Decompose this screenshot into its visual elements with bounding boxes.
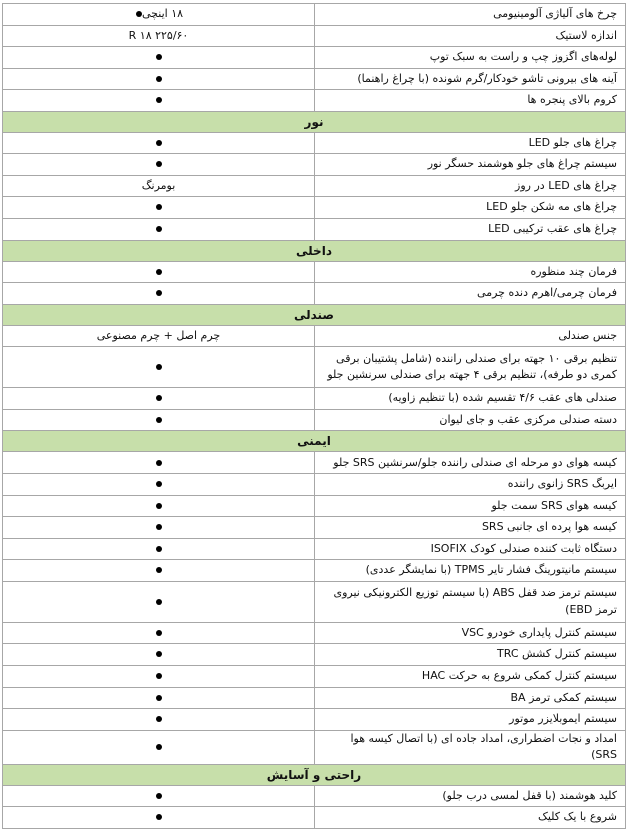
bullet-dot-icon <box>156 204 162 210</box>
feature-label: کیسه هوای SRS سمت جلو <box>315 495 626 517</box>
section-header-row <box>3 111 626 132</box>
bullet-dot-icon <box>156 695 162 701</box>
feature-value <box>3 283 315 305</box>
feature-value <box>3 175 315 197</box>
section-title: داخلی <box>3 240 626 261</box>
feature-value <box>3 665 315 687</box>
feature-label: سیستم کمکی ترمز BA <box>315 687 626 709</box>
section-title: راحتی و آسایش <box>3 764 626 785</box>
spec-row <box>3 644 626 666</box>
bullet-dot-icon <box>156 524 162 530</box>
feature-label: فرمان چند منظوره <box>315 261 626 283</box>
feature-value <box>3 68 315 90</box>
feature-label: جنس صندلی <box>315 325 626 347</box>
bullet-dot-icon <box>156 161 162 167</box>
feature-value <box>3 474 315 496</box>
feature-label: سیستم چراغ های جلو هوشمند حسگر نور <box>315 154 626 176</box>
section-title: نور <box>3 111 626 132</box>
feature-value <box>3 325 315 347</box>
bullet-dot-icon <box>156 290 162 296</box>
bullet-dot-icon <box>156 395 162 401</box>
feature-label: شروع با یک کلیک <box>315 807 626 829</box>
bullet-dot-icon <box>156 76 162 82</box>
bullet-dot-icon <box>156 716 162 722</box>
spec-row <box>3 283 626 305</box>
feature-label: کیسه هوا پرده ای جانبی SRS <box>315 517 626 539</box>
feature-label: اندازه لاستیک <box>315 25 626 47</box>
section-header-row <box>3 431 626 452</box>
feature-value <box>3 409 315 431</box>
feature-value <box>3 644 315 666</box>
feature-label: چراغ های عقب ترکیبی LED <box>315 218 626 240</box>
feature-label: سیستم ترمز ضد قفل ABS (با سیستم توزیع الکترونیکی نیروی ترمز EBD) <box>315 581 626 622</box>
feature-label: کیسه هوای دو مرحله ای صندلی راننده جلو/سرنشین SRS جلو <box>315 452 626 474</box>
feature-label: آینه های بیرونی تاشو خودکار/گرم شونده (با چراغ راهنما) <box>315 68 626 90</box>
feature-value <box>3 452 315 474</box>
feature-value <box>3 47 315 69</box>
feature-value <box>3 90 315 112</box>
feature-value <box>3 538 315 560</box>
spec-row <box>3 218 626 240</box>
feature-value <box>3 154 315 176</box>
feature-value-text: R ۱۸ ۲۲۵/۶۰ <box>128 28 189 42</box>
bullet-dot-icon <box>156 651 162 657</box>
feature-label: کروم بالای پنجره ها <box>315 90 626 112</box>
bullet-dot-icon <box>156 744 162 750</box>
feature-label: سیستم کنترل کشش TRC <box>315 644 626 666</box>
spec-row <box>3 409 626 431</box>
bullet-dot-icon <box>156 97 162 103</box>
spec-row <box>3 495 626 517</box>
spec-row <box>3 785 626 807</box>
feature-label: دسته صندلی مرکزی عقب و جای لیوان <box>315 409 626 431</box>
feature-value-text: چرم اصل + چرم مصنوعی <box>96 328 221 342</box>
feature-value <box>3 581 315 622</box>
spec-row <box>3 175 626 197</box>
feature-label: سیستم مانیتورینگ فشار تایر TPMS (با نمایشگر عددی) <box>315 560 626 582</box>
spec-row <box>3 538 626 560</box>
bullet-dot-icon <box>156 364 162 370</box>
spec-row <box>3 622 626 644</box>
bullet-dot-icon <box>156 630 162 636</box>
feature-value <box>3 4 315 26</box>
feature-value <box>3 197 315 219</box>
feature-label: سیستم کنترل پایداری خودرو VSC <box>315 622 626 644</box>
bullet-dot-icon <box>156 460 162 466</box>
spec-row <box>3 687 626 709</box>
spec-row <box>3 25 626 47</box>
spec-row <box>3 709 626 731</box>
bullet-dot-icon <box>156 793 162 799</box>
feature-value <box>3 517 315 539</box>
spec-row <box>3 347 626 388</box>
spec-row <box>3 474 626 496</box>
feature-value <box>3 785 315 807</box>
bullet-dot-icon <box>156 269 162 275</box>
feature-value <box>3 347 315 388</box>
spec-row <box>3 4 626 26</box>
feature-value <box>3 730 315 764</box>
spec-row <box>3 730 626 764</box>
spec-row <box>3 325 626 347</box>
feature-label: سیستم ایموبلایزر موتور <box>315 709 626 731</box>
feature-value <box>3 709 315 731</box>
spec-row <box>3 581 626 622</box>
feature-label: تنظیم برقی ۱۰ جهته برای صندلی راننده (شامل پشتیبان برقی کمری دو طرفه)، تنظیم برقی ۴ جهته برای صندلی سرنشین جلو <box>315 347 626 388</box>
spec-row <box>3 90 626 112</box>
spec-row <box>3 665 626 687</box>
section-header-row <box>3 240 626 261</box>
spec-row <box>3 47 626 69</box>
spec-row <box>3 197 626 219</box>
bullet-dot-icon <box>156 481 162 487</box>
feature-label: سیستم کنترل کمکی شروع به حرکت HAC <box>315 665 626 687</box>
feature-label: امداد و نجات اضطراری، امداد جاده ای (با اتصال کیسه هوا SRS) <box>315 730 626 764</box>
feature-label: چراغ های مه شکن جلو LED <box>315 197 626 219</box>
spec-row <box>3 132 626 154</box>
feature-value <box>3 687 315 709</box>
bullet-dot-icon <box>156 546 162 552</box>
feature-value <box>3 807 315 829</box>
section-title: صندلی <box>3 304 626 325</box>
feature-label: صندلی های عقب ۴/۶ تقسیم شده (با تنظیم زاویه) <box>315 388 626 410</box>
feature-value <box>3 132 315 154</box>
bullet-dot-icon <box>156 140 162 146</box>
feature-value <box>3 560 315 582</box>
section-title: ایمنی <box>3 431 626 452</box>
spec-row <box>3 154 626 176</box>
bullet-dot-icon <box>156 814 162 820</box>
feature-value <box>3 25 315 47</box>
feature-value <box>3 388 315 410</box>
feature-label: چرخ های آلیاژی آلومینیومی <box>315 4 626 26</box>
bullet-dot-icon <box>156 599 162 605</box>
feature-label: دستگاه ثابت کننده صندلی کودک ISOFIX <box>315 538 626 560</box>
bullet-dot-icon <box>156 54 162 60</box>
spec-row <box>3 261 626 283</box>
spec-row <box>3 452 626 474</box>
feature-label: کلید هوشمند (با قفل لمسی درب جلو) <box>315 785 626 807</box>
spec-row <box>3 560 626 582</box>
spec-row <box>3 517 626 539</box>
feature-label: چراغ های LED در روز <box>315 175 626 197</box>
bullet-dot-icon <box>156 503 162 509</box>
feature-value-text: ۱۸ اینچی <box>141 7 184 21</box>
spec-table <box>2 3 626 829</box>
bullet-dot-icon <box>156 417 162 423</box>
spec-row <box>3 807 626 829</box>
section-header-row <box>3 764 626 785</box>
spec-table-body <box>3 4 626 829</box>
feature-label: چراغ های جلو LED <box>315 132 626 154</box>
spec-row <box>3 388 626 410</box>
feature-value <box>3 218 315 240</box>
feature-value <box>3 495 315 517</box>
section-header-row <box>3 304 626 325</box>
bullet-dot-icon <box>156 567 162 573</box>
bullet-dot-icon <box>156 226 162 232</box>
feature-label: ایربگ SRS زانوی راننده <box>315 474 626 496</box>
spec-row <box>3 68 626 90</box>
feature-value <box>3 622 315 644</box>
feature-value-text: بومرنگ <box>141 178 176 192</box>
feature-label: لوله‌های اگزوز چپ و راست به سبک توپ <box>315 47 626 69</box>
feature-label: فرمان چرمی/اهرم دنده چرمی <box>315 283 626 305</box>
bullet-dot-icon <box>156 673 162 679</box>
feature-value <box>3 261 315 283</box>
